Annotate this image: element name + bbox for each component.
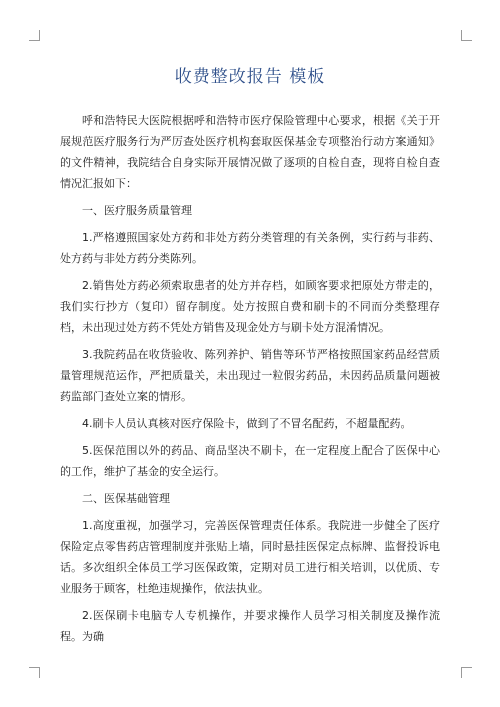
crop-mark-bottom-left bbox=[29, 667, 40, 678]
body-paragraph: 2.医保刷卡电脑专人专机操作，并要求操作人员学习相关制度及操作流程。为确 bbox=[60, 609, 440, 643]
body-paragraph: 3.我院药品在收货验收、陈列养护、销售等环节严格按照国家药品经营质量管理规范运作，严把质量关，未出现过一粒假劣药品，未因药品质量问题被药监部门查处立案的情形。 bbox=[60, 348, 440, 403]
section-heading-service-quality: 一、医疗服务质量管理 bbox=[82, 204, 192, 217]
section-heading-basic-management: 二、医保基础管理 bbox=[82, 492, 170, 505]
crop-mark-top-right bbox=[461, 30, 472, 41]
crop-mark-top-left bbox=[29, 30, 40, 41]
document-body bbox=[60, 110, 440, 653]
document-title: 收费整改报告 模板 bbox=[174, 67, 326, 87]
body-paragraph: 1.严格遵照国家处方药和非处方药分类管理的有关条例，实行药与非药、处方药与非处方药分类陈列。 bbox=[60, 231, 440, 265]
body-paragraph: 1.高度重视，加强学习，完善医保管理责任体系。我院进一步健全了医疗保险定点零售药店管理制度并张贴上墙，同时悬挂医保定点标牌、监督投诉电话。多次组织全体员工学习医保政策，定期对员工进行相关培训，以优质、专业服务于顾客，杜绝违规操作，依法执业。 bbox=[60, 519, 440, 595]
crop-mark-bottom-right bbox=[461, 667, 472, 678]
intro-paragraph: 呼和浩特民大医院根据呼和浩特市医疗保险管理中心要求，根据《关于开展规范医疗服务行为严厉查处医疗机构套取医保基金专项整治行动方案通知》的文件精神，我院结合自身实际开展情况做了逐项的自检自查，现将自检自查情况汇报如下： bbox=[60, 114, 440, 190]
body-paragraph: 5.医保范围以外的药品、商品坚决不刷卡，在一定程度上配合了医保中心的工作，维护了基金的安全运行。 bbox=[60, 444, 440, 478]
body-paragraph: 2.销售处方药必须索取患者的处方并存档，如顾客要求把原处方带走的，我们实行抄方（复印）留存制度。处方按照自费和刷卡的不同而分类整理存档，未出现过处方药不凭处方销售及现金处方与刷卡处方混淆情况。 bbox=[60, 279, 440, 334]
body-paragraph: 4.刷卡人员认真核对医疗保险卡，做到了不冒名配药，不超量配药。 bbox=[82, 417, 412, 430]
